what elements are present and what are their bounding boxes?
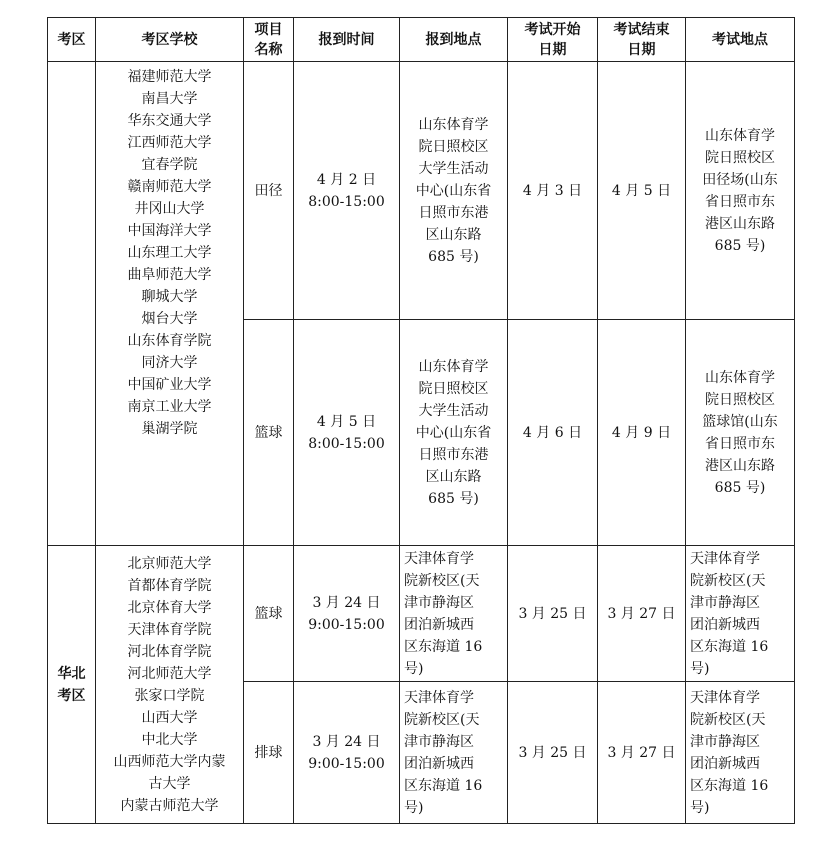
exam-place: 山东体育学 院日照校区 篮球馆(山东 省日照市东 港区山东路 685 号) [686,320,795,546]
header-row [48,18,795,62]
end-date: 3 月 27 日 [598,546,686,682]
reg-time: 3 月 24 日 9:00-15:00 [294,682,400,824]
exam-schedule-table [47,17,795,824]
exam-place: 山东体育学 院日照校区 田径场(山东 省日照市东 港区山东路 685 号) [686,62,795,320]
end-date: 4 月 9 日 [598,320,686,546]
reg-place: 山东体育学 院日照校区 大学生活动 中心(山东省 日照市东港 区山东路 685 号) [400,62,508,320]
reg-time: 3 月 24 日 9:00-15:00 [294,546,400,682]
table-row [48,62,795,320]
start-date: 4 月 3 日 [508,62,598,320]
reg-place: 山东体育学 院日照校区 大学生活动 中心(山东省 日照市东港 区山东路 685 号) [400,320,508,546]
schools-cell: 福建师范大学 南昌大学 华东交通大学 江西师范大学 宜春学院 赣南师范大学 井冈山大学 中国海洋大学 山东理工大学 曲阜师范大学 聊城大学 烟台大学 山东体育学院 同济大学 中国矿业大学 南京工业大学 巢湖学院 [96,62,244,546]
exam-place: 天津体育学 院新校区(天 津市静海区 团泊新城西 区东海道 16 号) [686,546,795,682]
reg-place: 天津体育学 院新校区(天 津市静海区 团泊新城西 区东海道 16 号) [400,546,508,682]
event-name: 篮球 [244,320,294,546]
zone-cell [48,62,96,546]
table-row [48,546,795,682]
reg-place: 天津体育学 院新校区(天 津市静海区 团泊新城西 区东海道 16 号) [400,682,508,824]
start-date: 4 月 6 日 [508,320,598,546]
start-date: 3 月 25 日 [508,682,598,824]
header-exam-place: 考试地点 [686,18,795,62]
event-name: 排球 [244,682,294,824]
zone-cell: 华北 考区 [48,546,96,824]
header-zone: 考区 [48,18,96,62]
start-date: 3 月 25 日 [508,546,598,682]
end-date: 3 月 27 日 [598,682,686,824]
event-name: 田径 [244,62,294,320]
reg-time: 4 月 2 日 8:00-15:00 [294,62,400,320]
header-event: 项目 名称 [244,18,294,62]
header-reg-time: 报到时间 [294,18,400,62]
schools-cell: 北京师范大学 首都体育学院 北京体育大学 天津体育学院 河北体育学院 河北师范大学 张家口学院 山西大学 中北大学 山西师范大学内蒙 古大学 内蒙古师范大学 [96,546,244,824]
header-schools: 考区学校 [96,18,244,62]
header-start-date: 考试开始 日期 [508,18,598,62]
reg-time: 4 月 5 日 8:00-15:00 [294,320,400,546]
header-reg-place: 报到地点 [400,18,508,62]
event-name: 篮球 [244,546,294,682]
end-date: 4 月 5 日 [598,62,686,320]
exam-place: 天津体育学 院新校区(天 津市静海区 团泊新城西 区东海道 16 号) [686,682,795,824]
header-end-date: 考试结束 日期 [598,18,686,62]
